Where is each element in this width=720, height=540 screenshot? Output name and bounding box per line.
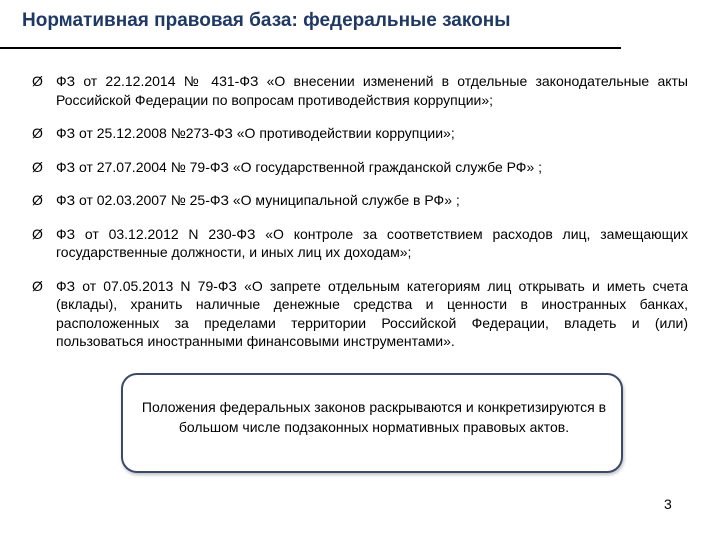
law-text-2: ФЗ от 25.12.2008 №273-ФЗ «О противодействии коррупции»; — [56, 125, 455, 141]
arrow-bullet-icon: Ø — [32, 73, 43, 89]
law-item-3 — [32, 158, 688, 177]
law-item-2 — [32, 124, 688, 143]
title-underline — [0, 47, 621, 49]
law-text-5: ФЗ от 03.12.2012 N 230-ФЗ «О контроле за соответствием расходов лиц, замещающих государственные должности, и иных лиц их доходам»; — [56, 225, 688, 260]
slide-title: Нормативная правовая база: федеральные законы — [22, 10, 511, 31]
law-item-4 — [32, 191, 688, 210]
law-text-6: ФЗ от 07.05.2013 N 79-ФЗ «О запрете отдельным категориям лиц открывать и иметь счета (вклады), хранить наличные денежные средства и ценности в иностранных банках, расположенных за пределами территории Российской Федерации, владеть и (или) пользоваться иностранными финансовыми инструментами». — [56, 277, 688, 349]
note-text: Положения федеральных законов раскрываются и конкретизируются в большом числе подзаконных нормативных правовых актов. — [141, 399, 607, 435]
arrow-bullet-icon: Ø — [32, 158, 43, 175]
law-item-6 — [32, 277, 688, 351]
law-text-1: ФЗ от 22.12.2014 № 431-ФЗ «О внесении изменений в отдельные законодательные акты Российской Федерации по вопросам противодействия коррупции»; — [56, 73, 688, 108]
arrow-bullet-icon: Ø — [32, 277, 43, 294]
law-text-4: ФЗ от 02.03.2007 № 25-ФЗ «О муниципальной службе в РФ» ; — [56, 192, 460, 208]
law-item-1 — [32, 72, 688, 109]
arrow-bullet-icon: Ø — [32, 225, 43, 242]
arrow-bullet-icon: Ø — [32, 192, 43, 208]
law-item-5 — [32, 225, 688, 262]
law-text-3: ФЗ от 27.07.2004 № 79-ФЗ «О государственной гражданской службе РФ» ; — [56, 158, 543, 175]
law-list — [32, 72, 688, 366]
page-number: 3 — [664, 496, 672, 512]
arrow-bullet-icon: Ø — [32, 125, 43, 141]
